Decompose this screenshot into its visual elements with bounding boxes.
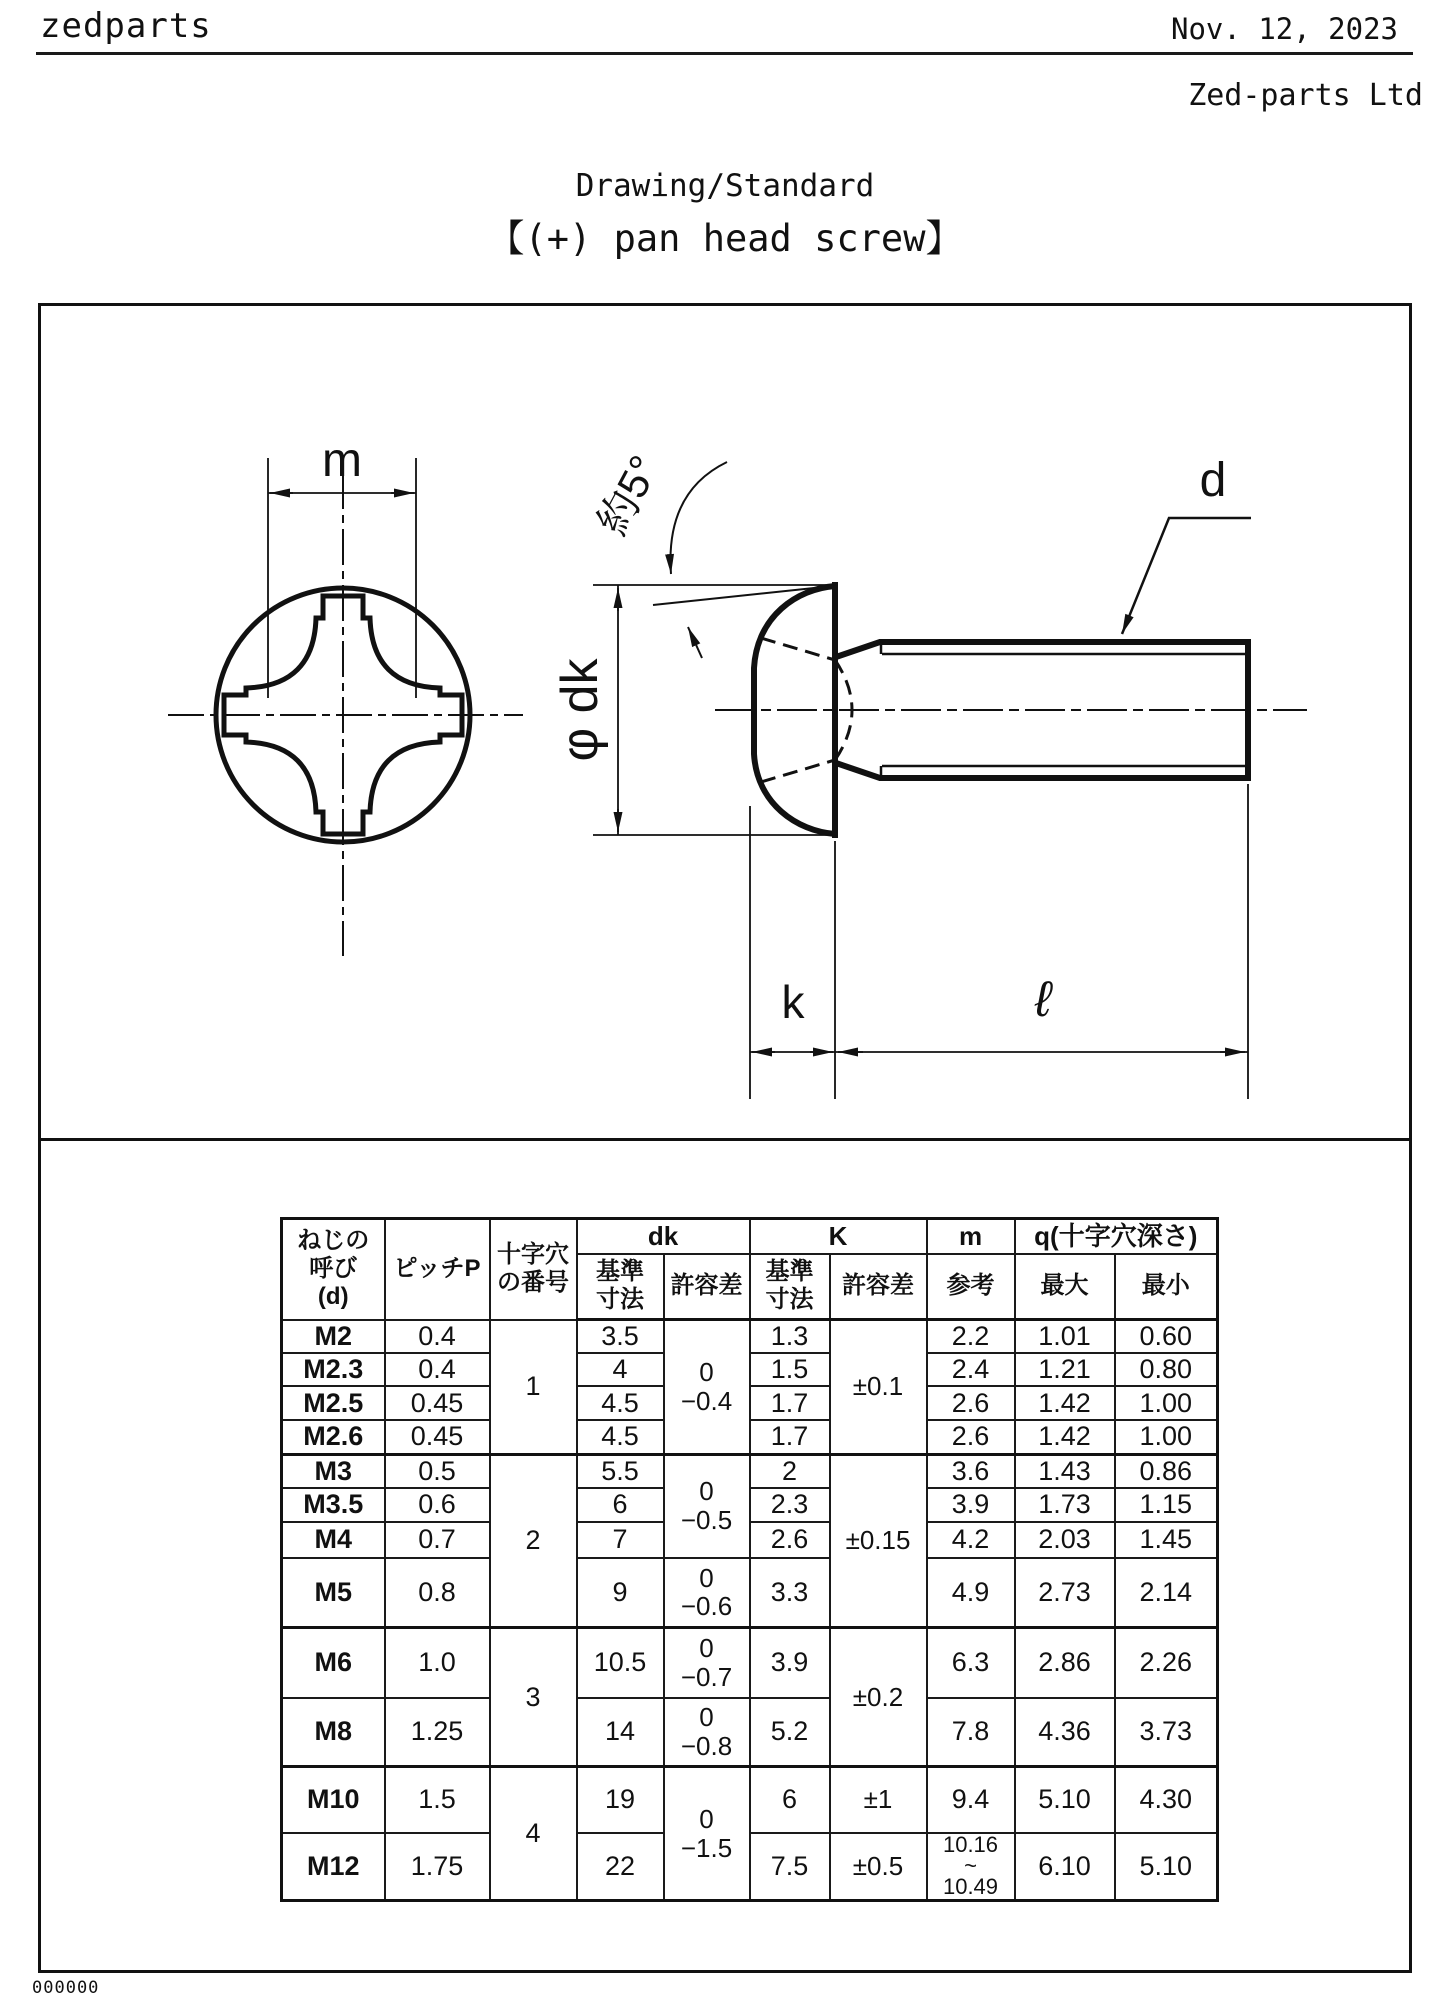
cell-q-min: 0.86 bbox=[1115, 1454, 1218, 1488]
cell-m-reference: 7.8 bbox=[927, 1698, 1015, 1767]
cell-K-basic: 5.2 bbox=[750, 1698, 830, 1767]
cell-q-max: 1.21 bbox=[1015, 1353, 1115, 1386]
cell-dk-tolerance: 0 −1.5 bbox=[664, 1767, 750, 1901]
cell-K-tolerance: ±0.1 bbox=[830, 1320, 927, 1455]
cell-dk-basic: 7 bbox=[577, 1522, 664, 1558]
header-thread-name: ねじの 呼び (d) bbox=[282, 1219, 385, 1320]
angle-leader-curve bbox=[670, 462, 727, 574]
header-pitch: ピッチP bbox=[385, 1219, 490, 1320]
cell-dk-basic: 6 bbox=[577, 1488, 664, 1522]
table-row bbox=[282, 1386, 1218, 1420]
header-driver-number: 十字穴 の番号 bbox=[490, 1219, 577, 1320]
cell-q-max: 1.42 bbox=[1015, 1420, 1115, 1454]
cell-K-tolerance: ±0.5 bbox=[830, 1833, 927, 1901]
cell-dk-basic: 4.5 bbox=[577, 1386, 664, 1420]
header-m: m bbox=[927, 1219, 1015, 1254]
header-rule bbox=[36, 52, 1413, 55]
header-K-basic: 基準 寸法 bbox=[750, 1254, 830, 1320]
header-q-min: 最小 bbox=[1115, 1254, 1218, 1320]
dim-label-dk: φ dk bbox=[551, 658, 609, 762]
table-row bbox=[282, 1767, 1218, 1833]
dim-label-d: d bbox=[1199, 454, 1227, 507]
cell-q-min: 3.73 bbox=[1115, 1698, 1218, 1767]
cell-K-basic: 7.5 bbox=[750, 1833, 830, 1901]
cell-pitch: 0.7 bbox=[385, 1522, 490, 1558]
cell-thread-name: M2 bbox=[282, 1320, 385, 1354]
cell-q-min: 5.10 bbox=[1115, 1833, 1218, 1901]
dim-label-k: k bbox=[781, 976, 805, 1028]
cell-q-min: 1.00 bbox=[1115, 1420, 1218, 1454]
dim-label-angle: 約5° bbox=[588, 447, 669, 543]
cell-m-reference: 3.6 bbox=[927, 1454, 1015, 1488]
table-row bbox=[282, 1320, 1218, 1354]
cell-q-min: 0.60 bbox=[1115, 1320, 1218, 1354]
cell-K-basic: 2 bbox=[750, 1454, 830, 1488]
document-type-title: Drawing/Standard bbox=[575, 168, 875, 204]
cell-K-basic: 1.5 bbox=[750, 1353, 830, 1386]
cell-pitch: 0.4 bbox=[385, 1320, 490, 1354]
cell-q-min: 1.45 bbox=[1115, 1522, 1218, 1558]
cell-pitch: 0.6 bbox=[385, 1488, 490, 1522]
table-row bbox=[282, 1522, 1218, 1558]
header-m-reference: 参考 bbox=[927, 1254, 1015, 1320]
cell-q-max: 1.42 bbox=[1015, 1386, 1115, 1420]
cell-pitch: 0.5 bbox=[385, 1454, 490, 1488]
header-dk-basic: 基準 寸法 bbox=[577, 1254, 664, 1320]
spec-table bbox=[280, 1217, 1219, 1902]
header-dk-tolerance: 許容差 bbox=[664, 1254, 750, 1320]
cell-thread-name: M3 bbox=[282, 1454, 385, 1488]
cell-dk-basic: 5.5 bbox=[577, 1454, 664, 1488]
cell-m-reference: 4.2 bbox=[927, 1522, 1015, 1558]
cell-thread-name: M12 bbox=[282, 1833, 385, 1901]
cell-K-basic: 1.7 bbox=[750, 1420, 830, 1454]
header-q-depth: q(十字穴深さ) bbox=[1015, 1219, 1218, 1254]
cell-thread-name: M2.6 bbox=[282, 1420, 385, 1454]
cell-dk-basic: 14 bbox=[577, 1698, 664, 1767]
cell-dk-basic: 4 bbox=[577, 1353, 664, 1386]
header-K: K bbox=[750, 1219, 927, 1254]
cell-thread-name: M6 bbox=[282, 1628, 385, 1698]
screw-drawing bbox=[41, 306, 1409, 1138]
cell-driver-number: 2 bbox=[490, 1454, 577, 1628]
cell-q-max: 2.86 bbox=[1015, 1628, 1115, 1698]
cell-q-min: 0.80 bbox=[1115, 1353, 1218, 1386]
cell-pitch: 1.5 bbox=[385, 1767, 490, 1833]
cell-q-min: 4.30 bbox=[1115, 1767, 1218, 1833]
cell-q-min: 1.15 bbox=[1115, 1488, 1218, 1522]
cell-q-max: 2.03 bbox=[1015, 1522, 1115, 1558]
cell-m-reference: 9.4 bbox=[927, 1767, 1015, 1833]
table-row bbox=[282, 1488, 1218, 1522]
cell-thread-name: M4 bbox=[282, 1522, 385, 1558]
cell-K-basic: 6 bbox=[750, 1767, 830, 1833]
cell-q-max: 6.10 bbox=[1015, 1833, 1115, 1901]
cell-dk-basic: 9 bbox=[577, 1558, 664, 1628]
cell-K-tolerance: ±1 bbox=[830, 1767, 927, 1833]
table-row bbox=[282, 1833, 1218, 1901]
cell-q-max: 5.10 bbox=[1015, 1767, 1115, 1833]
cell-driver-number: 1 bbox=[490, 1320, 577, 1455]
cell-thread-name: M10 bbox=[282, 1767, 385, 1833]
cell-dk-basic: 22 bbox=[577, 1833, 664, 1901]
cell-K-basic: 3.3 bbox=[750, 1558, 830, 1628]
cell-K-basic: 2.3 bbox=[750, 1488, 830, 1522]
cell-K-tolerance: ±0.15 bbox=[830, 1454, 927, 1628]
cell-pitch: 1.25 bbox=[385, 1698, 490, 1767]
cell-q-min: 2.26 bbox=[1115, 1628, 1218, 1698]
cell-dk-tolerance: 0 −0.6 bbox=[664, 1558, 750, 1628]
cell-pitch: 0.45 bbox=[385, 1386, 490, 1420]
cell-dk-basic: 10.5 bbox=[577, 1628, 664, 1698]
table-row bbox=[282, 1454, 1218, 1488]
header-dk: dk bbox=[577, 1219, 750, 1254]
cell-dk-tolerance: 0 −0.4 bbox=[664, 1320, 750, 1455]
dim-label-m: m bbox=[322, 434, 362, 487]
cell-q-max: 2.73 bbox=[1015, 1558, 1115, 1628]
cell-q-min: 2.14 bbox=[1115, 1558, 1218, 1628]
cell-q-max: 1.43 bbox=[1015, 1454, 1115, 1488]
d-leader-line bbox=[1122, 518, 1251, 634]
spec-table-body bbox=[282, 1320, 1218, 1901]
cell-pitch: 1.75 bbox=[385, 1833, 490, 1901]
angle-arrow-lower bbox=[688, 627, 702, 658]
cell-m-reference: 2.4 bbox=[927, 1353, 1015, 1386]
cell-dk-tolerance: 0 −0.8 bbox=[664, 1698, 750, 1767]
cell-dk-basic: 19 bbox=[577, 1767, 664, 1833]
cell-q-max: 4.36 bbox=[1015, 1698, 1115, 1767]
cell-pitch: 1.0 bbox=[385, 1628, 490, 1698]
cell-thread-name: M2.5 bbox=[282, 1386, 385, 1420]
document-number: 000000 bbox=[32, 1978, 100, 1998]
cell-K-tolerance: ±0.2 bbox=[830, 1628, 927, 1767]
table-row bbox=[282, 1698, 1218, 1767]
cell-pitch: 0.8 bbox=[385, 1558, 490, 1628]
company-name: Zed-parts Ltd bbox=[1188, 78, 1423, 113]
company-logo: zedparts bbox=[40, 6, 212, 46]
dim-label-l: ℓ bbox=[1034, 971, 1052, 1027]
k-extension-lines bbox=[750, 806, 835, 1099]
cell-m-reference: 2.2 bbox=[927, 1320, 1015, 1354]
cell-thread-name: M5 bbox=[282, 1558, 385, 1628]
cell-thread-name: M8 bbox=[282, 1698, 385, 1767]
spec-table-header bbox=[282, 1219, 1218, 1320]
cell-dk-tolerance: 0 −0.7 bbox=[664, 1628, 750, 1698]
cell-driver-number: 3 bbox=[490, 1628, 577, 1767]
cell-pitch: 0.45 bbox=[385, 1420, 490, 1454]
table-row bbox=[282, 1420, 1218, 1454]
cell-dk-tolerance: 0 −0.5 bbox=[664, 1454, 750, 1558]
cell-K-basic: 1.7 bbox=[750, 1386, 830, 1420]
cell-q-max: 1.73 bbox=[1015, 1488, 1115, 1522]
cell-m-reference: 4.9 bbox=[927, 1558, 1015, 1628]
table-row bbox=[282, 1558, 1218, 1628]
cell-dk-basic: 3.5 bbox=[577, 1320, 664, 1354]
cell-K-basic: 3.9 bbox=[750, 1628, 830, 1698]
header-K-tolerance: 許容差 bbox=[830, 1254, 927, 1320]
cell-K-basic: 2.6 bbox=[750, 1522, 830, 1558]
cell-driver-number: 4 bbox=[490, 1767, 577, 1901]
cell-m-reference: 3.9 bbox=[927, 1488, 1015, 1522]
cell-m-reference: 10.16 ~ 10.49 bbox=[927, 1833, 1015, 1901]
cell-thread-name: M3.5 bbox=[282, 1488, 385, 1522]
cell-q-min: 1.00 bbox=[1115, 1386, 1218, 1420]
header-q-max: 最大 bbox=[1015, 1254, 1115, 1320]
cell-m-reference: 6.3 bbox=[927, 1628, 1015, 1698]
cell-q-max: 1.01 bbox=[1015, 1320, 1115, 1354]
cell-dk-basic: 4.5 bbox=[577, 1420, 664, 1454]
frame-divider-line bbox=[41, 1138, 1409, 1141]
cell-thread-name: M2.3 bbox=[282, 1353, 385, 1386]
document-date: Nov. 12, 2023 bbox=[1171, 12, 1398, 46]
cell-m-reference: 2.6 bbox=[927, 1386, 1015, 1420]
cell-pitch: 0.4 bbox=[385, 1353, 490, 1386]
cell-m-reference: 2.6 bbox=[927, 1420, 1015, 1454]
cell-K-basic: 1.3 bbox=[750, 1320, 830, 1354]
table-row bbox=[282, 1628, 1218, 1698]
table-row bbox=[282, 1353, 1218, 1386]
part-name-title: 【(+) pan head screw】 bbox=[487, 217, 963, 260]
